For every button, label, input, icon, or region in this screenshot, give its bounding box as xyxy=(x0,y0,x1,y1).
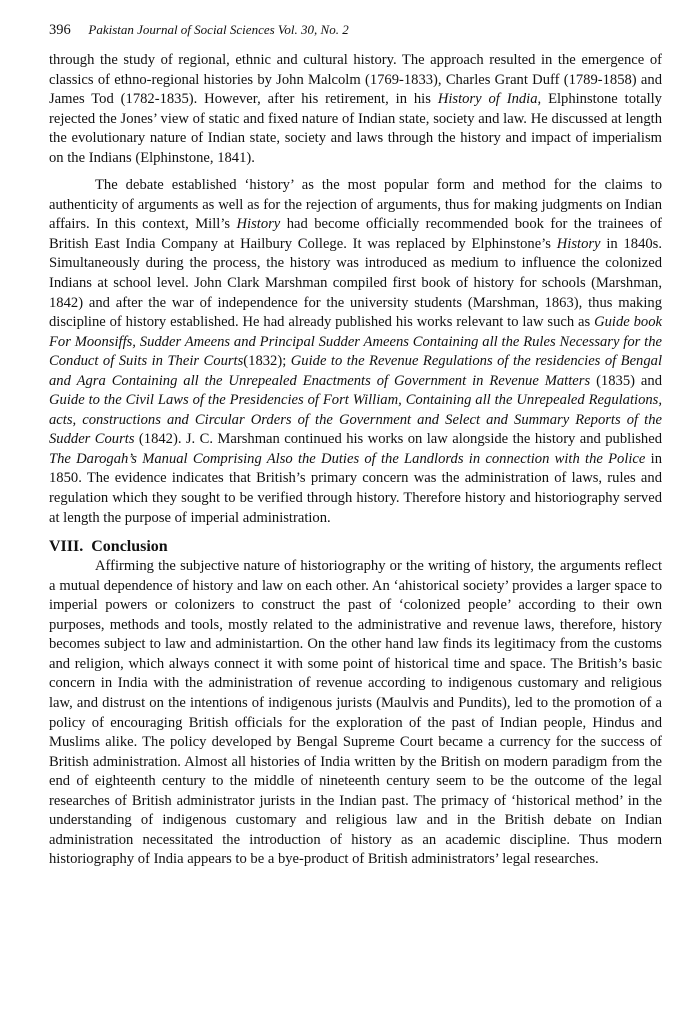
book-title: History of India xyxy=(437,91,538,108)
book-title: History xyxy=(556,235,601,252)
section-title: Conclusion xyxy=(91,538,168,556)
running-header xyxy=(49,20,349,40)
book-title: The Darogah’s Manual Comprising Also the Duties of the Landlords in connection with the Police xyxy=(49,450,646,467)
text-run: (1835) and xyxy=(590,372,662,389)
text-run: had become officially recommended book for the trainees of British East India Company at Hailbury College. It was replaced by Elphinstone’s xyxy=(49,216,662,252)
text-run: through the study of regional, ethnic and cultural history. The approach resulted in the emergence of classics of ethno-regional histories by John Malcolm (1769-1833), Charles Grant Duff (1789-1858) and James Tod (1782-1835). However, after his retirement, in his xyxy=(49,52,662,108)
text-run: in 1840s. Simultaneously during the process, the history was introduced as medium to influence the colonized Indians at school level. John Clark Marshman compiled first book of history for schools (Marshman, 1842) and after the war of independence for the university students (Marshman, 1863), thus making discipline of history established. He had already published his works relevant to law such as xyxy=(49,235,663,331)
journal-citation: Pakistan Journal of Social Sciences Vol. 30, No. 2 xyxy=(88,22,349,37)
page-number: 396 xyxy=(49,22,71,38)
book-title: Guide to the Civil Laws of the Presidencies of Fort William, Containing all the Unrepealed Regulations, acts, constructions and Circular Orders of the Government and Select and Summary Reports of the Sudder Courts xyxy=(49,392,662,448)
text-run: (1842). J. C. Marshman continued his works on law alongside the history and published xyxy=(134,431,662,448)
paragraph-continued xyxy=(49,51,662,168)
text-run: in 1850. The evidence indicates that British’s primary concern was the administration of laws, rules and regulation which they sought to be verified through history. Therefore history and historiography served at length the purpose of imperial administration. xyxy=(49,450,662,526)
paragraph-conclusion: Affirming the subjective nature of historiography or the writing of history, the arguments reflect a mutual dependence of history and law on each other. An ‘ahistorical society’ provides a larger space to imperial powers or colonizers to construct the past of ‘colonized people’ according to their own purposes, methods and tools, mostly related to the administrative and revenue laws, therefore, history becomes subject to law and administartion. On the other hand law finds its legitimacy from the customs and religion, which always connect it with some point of historical time and space. The British’s basic concern in India with the administration of revenue according to indigenous customary and religious law, and distrust on the intentions of indigenous jurists (Maulvis and Pundits), led to the promotion of a policy of encouraging British officials for the exploration of the past of Indian people, Hindus and Muslims alike. The policy developed by Bengal Supreme Court became a currency for the success of British administration. Almost all histories of India written by the British on modern paradigm from the end of eighteenth century to the middle of nineteenth century seem to be the outcome of the legal researches of British administrator jurists in the Indian past. The primacy of ‘historical method’ in the understanding of indigenous customary and religious law and in the British debate on Indian administration necessitated the introduction of history as an academic discipline. Thus modern historiography of India appears to be a bye-product of British administrators’ legal researches. xyxy=(49,558,662,868)
book-title: Guide book For Moonsiffs, Sudder Ameens and Principal Sudder Ameens Containing all the Rules Necessary for the Conduct of Suits in Their Courts xyxy=(49,314,662,370)
text-run: , Elphinstone totally rejected the Jones’ view of static and fixed nature of Indian state, society and law. He discussed at length the evolutionary nature of Indian state, society and laws through the history and impact of imperialism on the Indians (Elphinstone, 1841). xyxy=(49,91,662,166)
book-title: History xyxy=(236,216,281,233)
paragraph-debate xyxy=(49,176,662,528)
text-run: (1832); xyxy=(243,353,291,370)
book-title: Guide to the Revenue Regulations of the residencies of Bengal and Agra Containing all the Unrepealed Enactments of Government in Revenue Matters xyxy=(49,353,662,389)
text-run: The debate established ‘history’ as the most popular form and method for the claims to authenticity of arguments as well as for the rejection of arguments, thus for making judgments on Indian affairs. In this context, Mill’s xyxy=(49,177,662,233)
section-heading xyxy=(49,537,662,557)
section-number: VIII. xyxy=(49,538,84,556)
article-body xyxy=(49,51,662,870)
